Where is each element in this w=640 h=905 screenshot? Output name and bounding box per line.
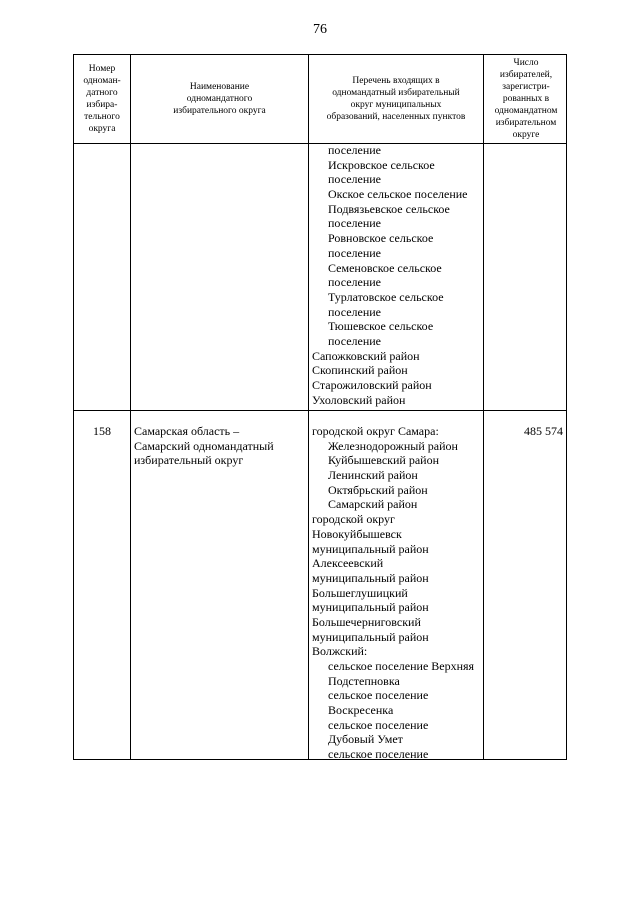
municipality-line: Тюшевское сельское	[328, 319, 434, 334]
municipality-line: Ровновское сельское	[328, 231, 434, 246]
continued-municipality-list	[312, 143, 482, 407]
municipality-line: поселение	[328, 216, 382, 231]
header-municipalities: Перечень входящих в одномандатный избирательный округ муниципальных образований, населенных пунктов	[326, 75, 466, 122]
municipality-line: поселение	[328, 172, 382, 187]
header-district-number: Номер одноман- датного избира- тельного округа	[83, 63, 121, 134]
municipality-line: муниципальный район	[312, 600, 429, 615]
districts-table	[73, 54, 567, 760]
district-name	[134, 424, 306, 468]
municipality-line: поселение	[328, 275, 382, 290]
column-divider	[308, 55, 309, 759]
municipality-line: Турлатовское сельское	[328, 289, 444, 304]
municipality-line: сельское поселение	[328, 747, 429, 762]
header-voter-count: Число избирателей, зарегистри- рованных в одномандатном избирательном округе	[494, 57, 558, 140]
voter-count: 485 574	[524, 424, 563, 438]
municipality-line: поселение	[328, 304, 382, 319]
municipality-line: Октябрьский район	[328, 482, 428, 497]
district-name-line: Самарская область –	[134, 424, 240, 438]
column-divider	[130, 55, 131, 759]
municipality-line: муниципальный район	[312, 629, 429, 644]
municipality-line: городской округ	[312, 512, 395, 527]
municipality-line: Волжский:	[312, 644, 368, 659]
page-number: 76	[313, 22, 327, 37]
municipality-line: Подстепновка	[328, 673, 400, 688]
header-district-name: Наименование одномандатного избирательного округа	[173, 81, 266, 116]
row-divider	[74, 410, 566, 411]
municipality-line: Ухоловский район	[312, 392, 406, 407]
municipality-line: сельское поселение	[328, 688, 429, 703]
municipality-line: Большечерниговский	[312, 614, 421, 629]
municipality-line: Воскресенка	[328, 703, 394, 718]
municipality-line: Алексеевский	[312, 556, 384, 571]
municipality-line: поселение	[328, 143, 382, 157]
municipality-line: Сапожковский район	[312, 348, 420, 363]
municipality-line: Семеновское сельское	[328, 260, 442, 275]
municipality-line: муниципальный район	[312, 541, 429, 556]
municipality-line: сельское поселение Верхняя	[328, 659, 475, 673]
district-municipality-list	[312, 424, 482, 762]
municipality-line: Дубовый Умет	[328, 732, 403, 747]
municipality-line: Искровское сельское	[328, 157, 435, 172]
municipality-line: Большеглушицкий	[312, 585, 408, 600]
municipality-line: Старожиловский район	[312, 378, 432, 392]
municipality-line: поселение	[328, 333, 382, 348]
municipality-line: Куйбышевский район	[328, 453, 440, 468]
municipality-line: муниципальный район	[312, 570, 429, 585]
municipality-line: городской округ Самара:	[312, 424, 439, 438]
district-number: 158	[93, 424, 111, 438]
municipality-line: Новокуйбышевск	[312, 526, 402, 541]
municipality-line: сельское поселение	[328, 717, 429, 732]
municipality-line: Скопинский район	[312, 363, 408, 378]
district-name-line: избирательный округ	[134, 453, 244, 468]
district-name-line: Самарский одномандатный	[134, 438, 274, 453]
municipality-line: поселение	[328, 245, 382, 260]
municipality-line: Железнодорожный район	[328, 438, 458, 453]
municipality-line: Окское сельское поселение	[328, 187, 468, 202]
municipality-line: Ленинский район	[328, 468, 418, 483]
column-divider	[483, 55, 484, 759]
municipality-line: Самарский район	[328, 497, 418, 512]
municipality-line: Подвязьевское сельское	[328, 201, 450, 216]
